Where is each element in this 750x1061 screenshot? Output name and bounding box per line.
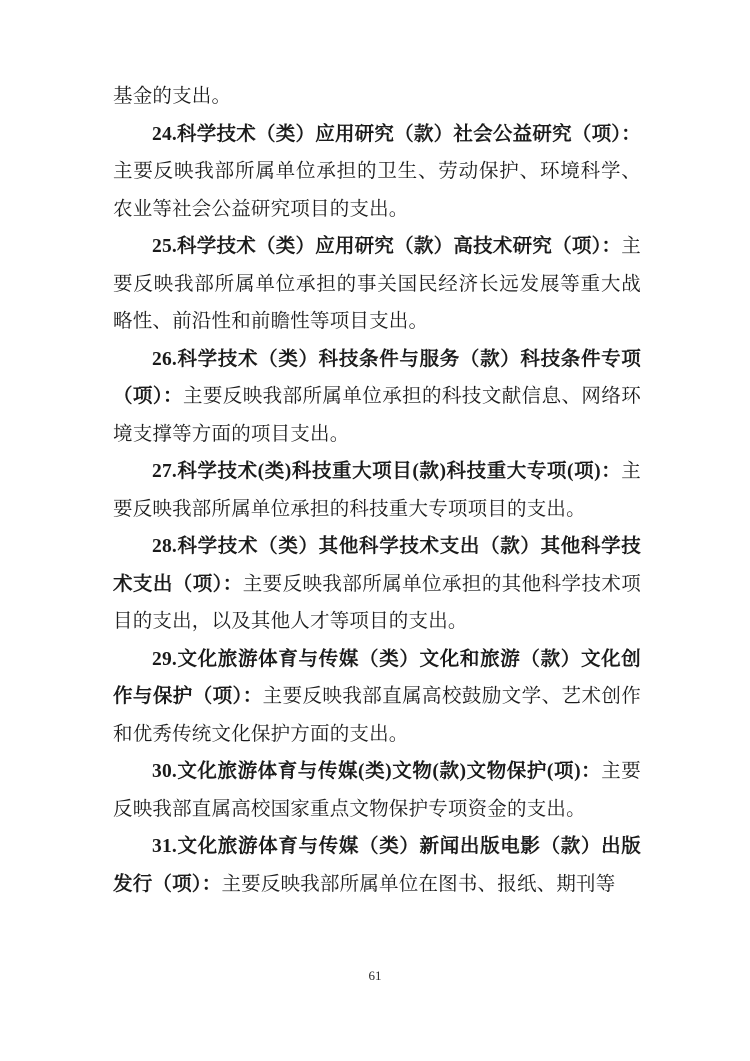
- paragraph-item-30: [113, 753, 641, 828]
- paragraph-item-25: [113, 228, 641, 341]
- paragraph-item-28: [113, 528, 641, 641]
- paragraph-text: 主要反映我部所属单位承担的卫生、劳动保护、环境科学、农业等社会公益研究项目的支出。: [113, 161, 641, 220]
- paragraph-item-31: [113, 828, 641, 903]
- paragraph-item-24: [113, 116, 641, 229]
- paragraph-continued: [113, 78, 641, 116]
- paragraph-item-26: [113, 341, 641, 454]
- paragraph-text: 主要反映我部所属单位承担的事关国民经济长远发展等重大战略性、前沿性和前瞻性等项目支出。: [113, 236, 641, 332]
- paragraph-lead: 30.文化旅游体育与传媒(类)文物(款)文物保护(项)：: [152, 761, 602, 782]
- page-number: 61: [368, 968, 382, 983]
- paragraph-lead: 27.科学技术(类)科技重大项目(款)科技重大专项(项)：: [152, 461, 622, 482]
- paragraph-lead: 28.科学技术（类）其他科学技术支出（款）其他科学技术支出（项）：: [113, 536, 641, 595]
- paragraph-lead: 24.科学技术（类）应用研究（款）社会公益研究（项）：: [152, 123, 641, 145]
- document-body: [113, 78, 641, 903]
- paragraph-item-27: [113, 453, 641, 528]
- paragraph-text: 基金的支出。: [113, 86, 232, 107]
- paragraph-item-29: [113, 641, 641, 754]
- paragraph-text: 主要反映我部直属高校鼓励文学、艺术创作和优秀传统文化保护方面的支出。: [113, 686, 641, 745]
- paragraph-lead: 26.科学技术（类）科技条件与服务（款）科技条件专项（项）：: [113, 348, 641, 407]
- paragraph-text: 主要反映我部所属单位在图书、报纸、期刊等: [221, 873, 616, 895]
- paragraph-text: 主要反映我部所属单位承担的科技重大专项项目的支出。: [113, 461, 641, 520]
- paragraph-lead: 29.文化旅游体育与传媒（类）文化和旅游（款）文化创作与保护（项）：: [113, 648, 641, 707]
- paragraph-lead: 25.科学技术（类）应用研究（款）高技术研究（项）：: [152, 236, 622, 257]
- paragraph-text: 主要反映我部所属单位承担的科技文献信息、网络环境支撑等方面的项目支出。: [113, 386, 641, 445]
- paragraph-text: 主要反映我部直属高校国家重点文物保护专项资金的支出。: [113, 761, 641, 820]
- paragraph-lead: 31.文化旅游体育与传媒（类）新闻出版电影（款）出版发行（项）：: [113, 836, 641, 895]
- paragraph-text: 主要反映我部所属单位承担的其他科学技术项目的支出，以及其他人才等项目的支出。: [113, 573, 641, 632]
